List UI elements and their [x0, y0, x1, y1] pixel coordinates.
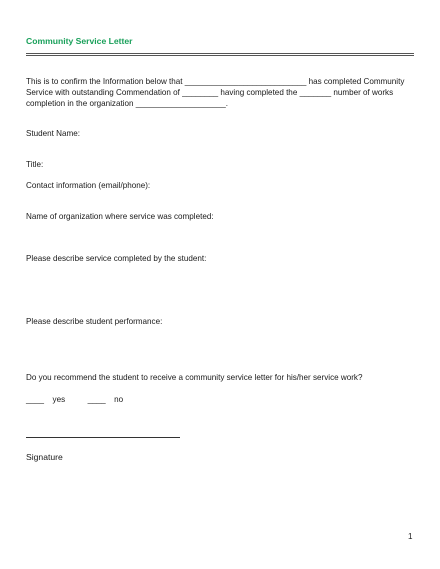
document-title: Community Service Letter [26, 36, 133, 46]
yes-blank: ____ [26, 395, 45, 404]
page-number: 1 [408, 532, 413, 541]
no-label: no [114, 395, 124, 404]
paragraph-line: Service with outstanding Commendation of ________ having completed the _______ number of works [26, 87, 394, 97]
service-description-label: Please describe service completed by the student: [26, 254, 207, 263]
recommend-question: Do you recommend the student to receive a community service letter for his/her service work? [26, 373, 363, 382]
paragraph-line: completion in the organization ____________________. [26, 98, 229, 108]
contact-info-label: Contact information (email/phone): [26, 181, 151, 190]
signature-label: Signature [26, 452, 63, 462]
confirmation-paragraph [26, 77, 404, 109]
paragraph-line: This is to confirm the Information below that ___________________________ has completed Community [26, 77, 405, 86]
student-name-label: Student Name: [26, 129, 80, 138]
performance-description-label: Please describe student performance: [26, 317, 163, 326]
yes-label: yes [52, 395, 66, 404]
header-rule-top [26, 53, 414, 54]
organization-label: Name of organization where service was completed: [26, 212, 214, 221]
no-blank: ____ [87, 395, 106, 404]
header-rule-bottom [26, 55, 414, 56]
title-label: Title: [26, 160, 44, 169]
signature-line [26, 437, 180, 438]
recommend-options [26, 395, 123, 406]
